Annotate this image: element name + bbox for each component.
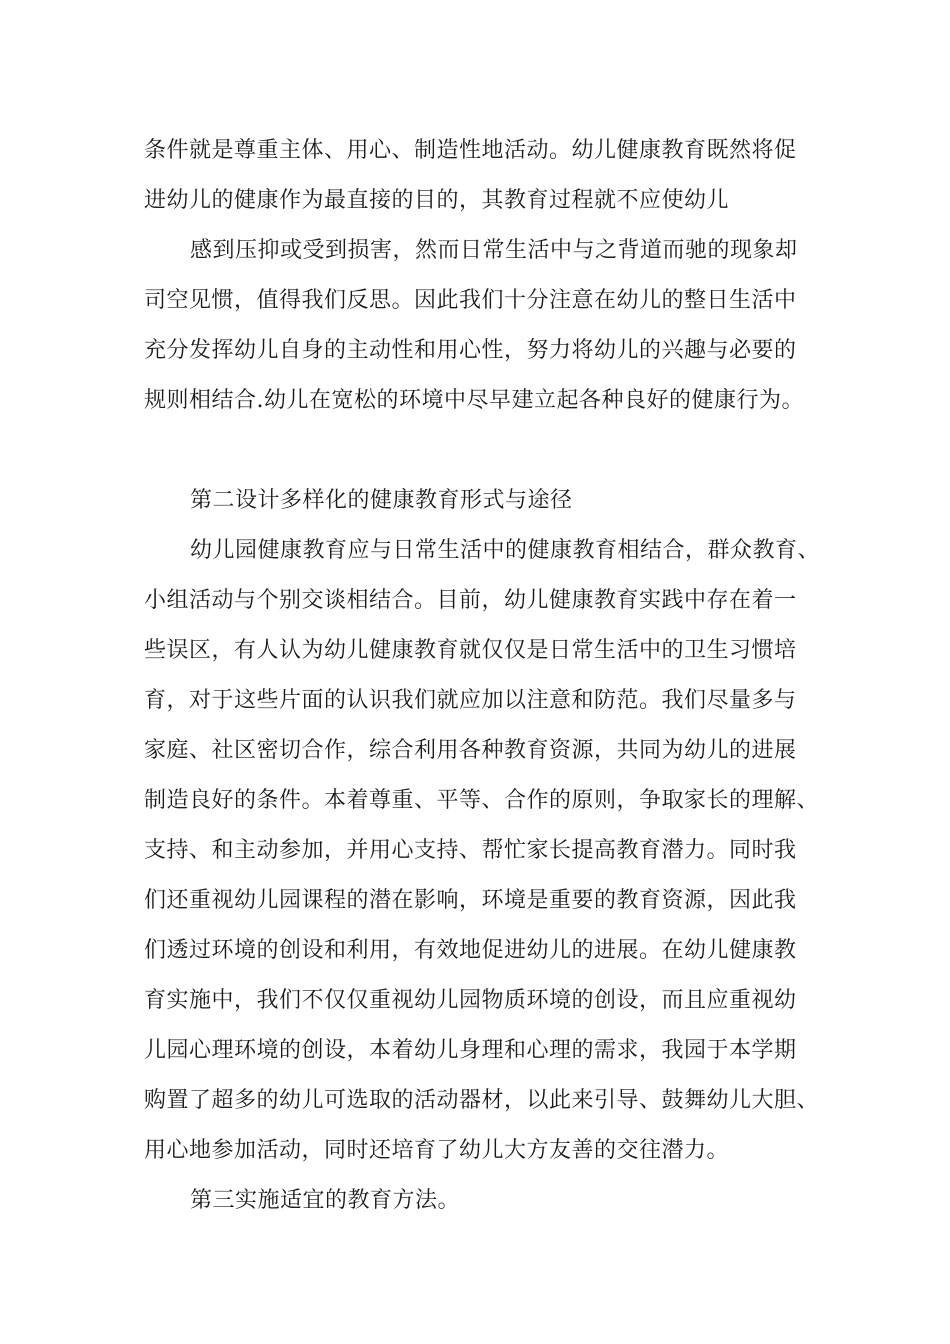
text-line: 们透过环境的创设和利用，有效地促进幼儿的进展。在幼儿健康教 (144, 938, 797, 963)
text-line: 支持、和主动参加，并用心支持、帮忙家长提高教育潜力。同时我 (144, 838, 797, 863)
text-line: 小组活动与个别交谈相结合。目前，幼儿健康教育实践中存在着一 (144, 588, 797, 613)
text-line: 些误区，有人认为幼儿健康教育就仅仅是日常生活中的卫生习惯培 (144, 638, 797, 663)
text-line: 充分发挥幼儿自身的主动性和用心性，努力将幼儿的兴趣与必要的 (144, 338, 797, 363)
text-line: 司空见惯，值得我们反思。因此我们十分注意在幼儿的整日生活中 (144, 288, 797, 313)
text-line: 规则相结合.幼儿在宽松的环境中尽早建立起各种良好的健康行为。 (144, 388, 804, 413)
section-heading: 第三实施适宜的教育方法。 (190, 1188, 461, 1213)
text-line: 条件就是尊重主体、用心、制造性地活动。幼儿健康教育既然将促 (144, 138, 797, 163)
text-line: 儿园心理环境的创设，本着幼儿身理和心理的需求，我园于本学期 (144, 1038, 797, 1063)
text-line: 感到压抑或受到损害，然而日常生活中与之背道而驰的现象却 (190, 238, 798, 263)
text-line: 育，对于这些片面的认识我们就应加以注意和防范。我们尽量多与 (144, 688, 797, 713)
text-line: 家庭、社区密切合作，综合利用各种教育资源，共同为幼儿的进展 (144, 738, 797, 763)
text-line: 们还重视幼儿园课程的潜在影响，环境是重要的教育资源，因此我 (144, 888, 797, 913)
text-line: 制造良好的条件。本着尊重、平等、合作的原则，争取家长的理解、 (144, 788, 820, 813)
text-line: 育实施中，我们不仅仅重视幼儿园物质环境的创设，而且应重视幼 (144, 988, 797, 1013)
text-line: 购置了超多的幼儿可选取的活动器材，以此来引导、鼓舞幼儿大胆、 (144, 1088, 820, 1113)
section-heading: 第二设计多样化的健康教育形式与途径 (190, 488, 573, 513)
text-line: 进幼儿的健康作为最直接的目的，其教育过程就不应使幼儿 (144, 188, 730, 213)
text-line: 幼儿园健康教育应与日常生活中的健康教育相结合，群众教育、 (190, 538, 821, 563)
text-line: 用心地参加活动，同时还培育了幼儿大方友善的交往潜力。 (144, 1138, 730, 1163)
